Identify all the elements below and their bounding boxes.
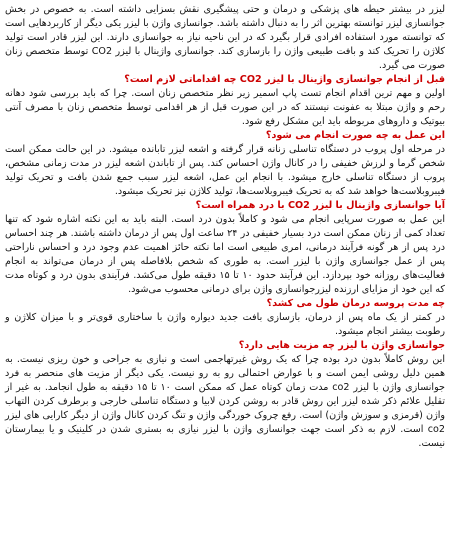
section-body-preparation: اولین و مهم ترین اقدام انجام تست پاپ اسمیر زیر نظر متخصص زنان است. چرا که باید بررسی شود دهانه رحم و واژن مبتلا به عفونت نیستند که در این صورت قبل از هر اقدامی توسط متخصص زنان با مصرف آنتی بیوتیک و داروهای مربوطه باید این مشکل رفع شود. [5,88,445,127]
section-body-duration: در کمتر از یک ماه پس از درمان، بازسازی بافت جدید دیواره واژن با ساختاری قوی‌تر و با میزان کلاژن و رطوبت بیشتر انجام میشود. [5,312,445,337]
section-heading-pain: آیا جوانسازی واژینال با لیزر CO2 با درد همراه است؟ [195,200,445,211]
section-heading-benefits: جوانسازی واژن با لیزر چه مزیت هایی دارد؟ [238,340,445,351]
section-heading-duration: چه مدت پروسه درمان طول می کشد؟ [266,298,445,309]
section-heading-preparation: قبل از انجام جوانسازی واژینال با لیزر CO2 چه اقداماتی لازم است؟ [124,74,445,85]
section-body-procedure: در مرحله اول پروب در دستگاه تناسلی زنانه قرار گرفته و اشعه لیزر تابانده میشود. در این حالت ممکن است شخص گرما و لرزش خفیفی را در کانال واژن احساس کند. پس از تاباندن اشعه لیزر در مدت زمانی مشخص، پروب از دستگاه تناسلی خارج میشود. با انجام این عمل، اشعه لیزر سبب جمع شدن بافت و تحریک تولید فیبروبلاست‌ها خواهد شد که به تحریک فیبروبلاست‌ها، تولید کلاژن نیز تحریک میشود. [5,144,445,197]
section-heading-procedure: این عمل به چه صورت انجام می شود؟ [265,130,445,141]
intro-paragraph: لیزر در بیشتر حیطه های پزشکی و درمان و حتی پیشگیری نقش بسزایی داشته است. به خصوص در بخش جوانسازی لیزر توانسته بهترین اثر را به دنبال داشته باشد. جوانسازی واژن با لیزر یکی دیگر از کاربردهایی است که توانسته مورد استفاده افرادی قرار بگیرد که در این ناحیه نیاز به جوانسازی دارند. این لیزر قادر است تولید کلاژن را تحریک کند و بافت طبیعی واژن را بازسازی کند. جوانسازی واژینال با لیزر CO2 توسط متخصص زنان صورت می گیرد. [5,4,445,71]
section-body-pain: این عمل به صورت سرپایی انجام می شود و کاملاً بدون درد است. البته باید به این نکته اشاره شود که تنها تعداد کمی از زنان ممکن است درد بسیار خفیفی در ۲۴ ساعت اول پس از درمان داشته باشند. هر چند احساس درد پس از هر گونه فرآیند درمانی، امری طبیعی است اما نکته حائز اهمیت عدم وجود درد و احساس ناراحتی پس از عمل جوانسازی واژن با لیزر است. به طوری که شخص بلافاصله پس از درمان می‌تواند به انجام فعالیت‌های روزانه خود بپردازد. این فرآیند حدود ۱۰ تا ۱۵ دقیقه طول می‌کشد. فرآیندی بدون درد و کوتاه مدت که این خود از مزایای ارزنده لیزرجوانسازی واژن برای درمانی محسوب می‌شود. [5,214,445,295]
section-body-benefits: این روش کاملاً بدون درد بوده چرا که یک روش غیرتهاجمی است و نیازی به جراحی و خون ریزی نیست. به همین دلیل روشی ایمن است و با عوارض احتمالی رو به رو نیست. یکی دیگر از مزیت های منحصر به فرد جوانسازی واژن با لیزر co2 مدت زمان کوتاه عمل که ممکن است ۱۰ تا ۱۵ دقیقه به طول انجامد. به غیر از تقلیل علائم ذکر شده لیزر این روش قادر به روشن کردن لابیا و دستگاه تناسلی خارجی و برطرف کردن التهاب واژن (قرمزی و سوزش واژن) است. رفع چروک خوردگی واژن و تنگ کردن کانال واژن از دیگر کارایی های لیزر co2 است. لازم به ذکر است جهت جوانسازی واژن با لیزر نیازی به بستری شدن در کلینیک و یا بیمارستان نیست. [5,354,445,449]
